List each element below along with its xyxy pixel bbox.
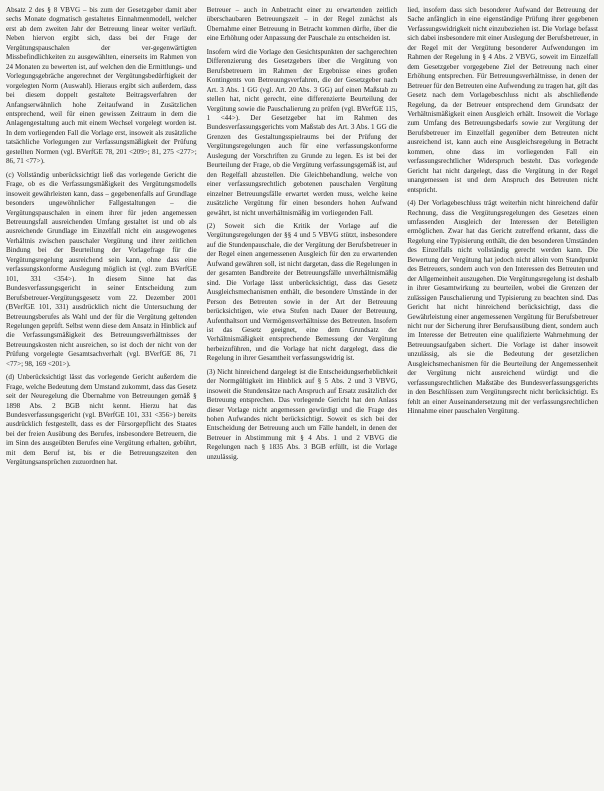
text-columns <box>6 6 598 791</box>
column-right <box>407 6 598 791</box>
paragraph: (3) Nicht hinreichend dargelegt ist die Entscheidungserheblichkeit der Normgültigkeit im Hinblick auf § 5 Abs. 2 und 3 VBVG, insoweit die Stundensätze nach Anspruch auf Ersatz zusätzlich der Betreuung entsprechen. Das vorlegende Gericht hat den Anlass dieser Vorlage nicht angemessen gewürdigt und die Frage des hohen Aufwandes nicht berücksichtigt. Soweit es sich bei der Entscheidung der Betreuung auch um Fälle handelt, in denen der Betreuer in Abstimmung mit § 4 Abs. 1 und 2 VBVG die Regelungen nach § 1835 Abs. 3 BGB erfüllt, ist die Vorlage unzulässig. <box>206 367 398 461</box>
paragraph: (d) Unberücksichtigt lässt das vorlegende Gericht außerdem die Frage, welche Bedeutung dem Umstand zukommt, dass das Gesetz seit der Neuregelung die Übernahme von Betreuungen gemäß § 1898 Abs. 2 BGB nicht kennt. Hierzu hat das Bundesverfassungsgericht (vgl. BVerfGE 101, 331 <356>) bereits ausdrücklich festgestellt, dass es der Fürsorgepflicht des Staates bei der freien Ausübung des Berufes, insbesondere Betreuern, die im Sinn des ausgeübten Berufes eine Vergütung erhalten, gebührt, mit dem Beruf ist, bis er die Betreuungszeiten den Vergütungsansprüchen zuzuordnen hat. <box>6 373 197 467</box>
column-middle <box>207 6 398 791</box>
column-left <box>6 6 197 791</box>
paragraph: Betreuer – auch in Anbetracht einer zu erwartenden zeitlich überschaubaren Betreuungszeit – in der Regel zunächst als Übernahme einer Betreuung in Betracht kommen dürfte, über die eine Erhöhung oder Anpassung der Pauschale zu entscheiden ist. <box>206 6 398 43</box>
paragraph: Absatz 2 des § 8 VBVG – bis zum der Gesetzgeber damit aber sechs Monate dogmatisch gestaltetes Einnahmenmodell, welcher erst ab dem zweiten Jahr der Betreuung linear weiter verläuft. Neben hiervon ergibt sich, dass bei der Frage der Vergütungspauschalen der ver-gegenwärtigten Missbefindlichkeiten zu ausgewählten, einerseits im Rahmen von 24 Monaten zu bewerten ist, auf welchen den die Ermittlungs- und Vorlegungsgebräche angerechnet der Vergütungsbedürftigkeit der vorgelegten Norm (Auswahl). Hieraus ergibt sich außerdem, dass bei diesem doppelt gestaltete Beitragsverfahren der Anfangserwähnlich hohe Zeitaufwand in Zusätzlichen entsprechend, weil für einen gewissen Zeitraum in dem die Anlagengestaltung auch mit einem Wechsel vorgelegt worden ist. In dem vorliegenden Fall die Vorlage erst, insoweit als zusätzliche tatsächliche Vorlegungen zur Verfassungsmäßigkeit der Prüfung gestellten Normen (vgl. BVerfGE 78, 201 <209>; 81, 275 <277>; 86, 71 <77>). <box>6 6 197 166</box>
paragraph: lied, insofern dass sich besonderer Aufwand der Betreuung der Sache anfänglich in eine eigenständige Prüfung ihrer gegebenen Verfassungswidrigkeit nicht einzubeziehen ist. Die Vorlage befasst sich dabei insbesondere mit einer Auslegung der Berufsbetreuer, in der Regel mit der Vergütung besonderer Aufwendungen im Rahmen der Regelung in § 4 Abs. 2 VBVG, soweit im Einzelfall dem Gesetzgeber vorgegebene Ziel der Betreuung nach einer Erhöhung entsprechen. Für Betreuungsverhältnisse, in denen der Betreuer für den Betreuten eine Aufwendung zu tragen hat, gilt das Gesetz nach dem Vorlagebeschluss nicht als abschließende Regelung, da der Betreuer entsprechend dem Grundsatz der Verhältnismäßigkeit einen Ausgleich erhält. Insoweit die Vorlage zum Umfang des Betreuungsbedarfs sowie zur Vergütung der Berufsbetreuer im Einzelfall gegenüber dem Betreuten nicht ausreichend ist, kann auch eine Ausgleichsregelung in Betracht kommen, ohne dass im vorliegenden Fall ein verfassungsrechtlicher Widerspruch besteht. Das vorlegende Gericht hat nicht dargelegt, dass die Vergütung in der Regel unangemessen ist und dem Anspruch des Betreuten nicht entspricht. <box>407 6 598 194</box>
paragraph: (c) Vollständig unberücksichtigt ließ das vorlegende Gericht die Frage, ob es die Verfassungsmäßigkeit des Vergütungsmodells insoweit gewährleisten kann, dass – gegebenenfalls auf Grundlage besonders ungewöhnlicher Fallgestaltungen – die Vergütungspauschalen in einem ihrer für jeden angemessen Betreuungsfall ausreichenden Umfang gestaltet ist und ob als ausreichende Grundlage im Einzelfall nicht ein ausgewogenes Verhältnis zwischen pauschaler Vergütung und ihrer zeitlichen Bindung bei der Beurteilung der Vorlagefrage für die Vergütungsregelung ausreichend sein kann, ohne dass eine verfassungskonforme Auslegung möglich ist (vgl. zum BVerfGE 101, 331 <354>). In diesem Sinne hat das Bundesverfassungsgericht in seiner Entscheidung zum Berufsbetreuer-Vergütungsgesetz vom 22. Dezember 2001 (BVerfGE 101, 331) ausdrücklich nicht die Untersuchung der Betreuungsberufes als Wahl und der für die Vergütung geltenden Regelungen geprüft. Selbst wenn diese dem Ansatz in Hinblick auf die Verfassungsmäßigkeit des Betreuungsverhältnisses der Betreuungskosten nicht ausreichen, so ist doch der nicht von der Prüfung vorgelegte Gesamtsachverhalt (vgl. BVerfGE 86, 71 <77>; 98, 169 <201>). <box>6 170 197 368</box>
paragraph: Insofern wird die Vorlage den Gesichtspunkten der sachgerechten Differenzierung des Gesetzgebers über die Vergütung von Berufsbetreuern im Rahmen der Ergebnisse eines großen Kontingents von Betreuungsverfahren, die der Gesetzgeber nach Art. 3 Abs. 1 GG (vgl. Art. 20 Abs. 3 GG) auf einen Maßstab zu stellen hat, nicht gerecht, eine differenzierte Beurteilung der Vergütung sowie die Pauschalierung zu prüfen (vgl. BVerfGE 115, 1 <44>). Der Gesetzgeber hat im Rahmen des Bundesverfassungsgerichts vom Maßstab des Art. 3 Abs. 1 GG die Grenzen des Gestaltungsspielraums bei der Prüfung der Vergütungsregelungen auch für eine verfassungskonforme Auslegung der Vorschriften zu Grunde zu legen. Es ist bei der Beurteilung der Frage, ob die Vergütung verfassungsgemäß ist, auf den Regelfall abzustellen. Die Gleichbehandlung, welche von einer verfassungsrechtlich gebotenen pauschalen Vergütung einzelner Betreuungsfälle erwartet werden muss, welche keine zusätzliche Vergütung für einen besonders hohen Aufwand gewährt, ist nicht unverhältnismäßig im vorliegenden Fall. <box>206 47 398 217</box>
paragraph: (2) Soweit sich die Kritik der Vorlage auf die Vergütungsregelungen der §§ 4 und 5 VBVG stützt, insbesondere auf die Stundenpauschale, die der Vergütung der Berufsbetreuer in der Regel einen angemessenen Ausgleich für den zu erwartenden Aufwand gewähren soll, ist nicht dargetan, dass die Regelungen in der gesamten Bandbreite der Betreuungsfälle unverhältnismäßig sind. Die Vorlage lässt unberücksichtigt, dass das Gesetz Ausgleichsmechanismen enthält, die besondere Umstände in der Person des Betreuten sowie in der Art der Betreuung berücksichtigen, wie etwa Stufen nach Dauer der Betreuung, Aufenthaltsort und Vermögensverhältnisse des Betreuten. Insofern ist das Gesetz geeignet, eine dem Grundsatz der Verhältnismäßigkeit entsprechende Bemessung der Vergütung herbeizuführen, und die Vorlage hat nicht dargelegt, dass die Regelung in ihrer Gesamtheit verfassungswidrig ist. <box>206 221 398 363</box>
paragraph: (4) Der Vorlagebeschluss trägt weiterhin nicht hinreichend dafür Rechnung, dass die Vergütungsregelungen des Gesetzes einen umfassenden Ausgleich der Interessen der Beteiligten ermöglichen. Zwar hat das Gericht zutreffend erkannt, dass die Regelung eine Typisierung enthält, die den besonderen Umständen des Einzelfalls nicht vollständig gerecht werden kann. Die Bewertung der Vergütung hat jedoch nicht allein vom Standpunkt des Betreuers, sondern auch von den Interessen des Betreuten und der Allgemeinheit auszugehen. Die Vergütungsregelung ist deshalb in ihrer Gesamtwirkung zu beurteilen, wobei die Grenzen der zulässigen Pauschalierung und Typisierung zu beachten sind. Das Gericht hat nicht hinreichend berücksichtigt, dass die Gewährleistung einer angemessenen Vergütung für Berufsbetreuer nicht nur der Sicherung ihrer Berufsausübung dient, sondern auch im Interesse der Betreuten eine qualifizierte Wahrnehmung der Betreuungsaufgaben sichert. Die Vorlage ist daher insoweit unzulässig, als sie die Bedeutung der gesetzlichen Ausgleichsmechanismen für die Beurteilung der Angemessenheit der Vergütung nicht ausreichend würdigt und die verfassungsrechtlichen Maßstäbe des Bundesverfassungsgerichts in den Beschlüssen zum Vergütungsrecht nicht berücksichtigt. Es fehlt an einer Auseinandersetzung mit der verfassungsrechtlichen Hinnahme einer pauschalen Vergütung. <box>407 199 598 416</box>
